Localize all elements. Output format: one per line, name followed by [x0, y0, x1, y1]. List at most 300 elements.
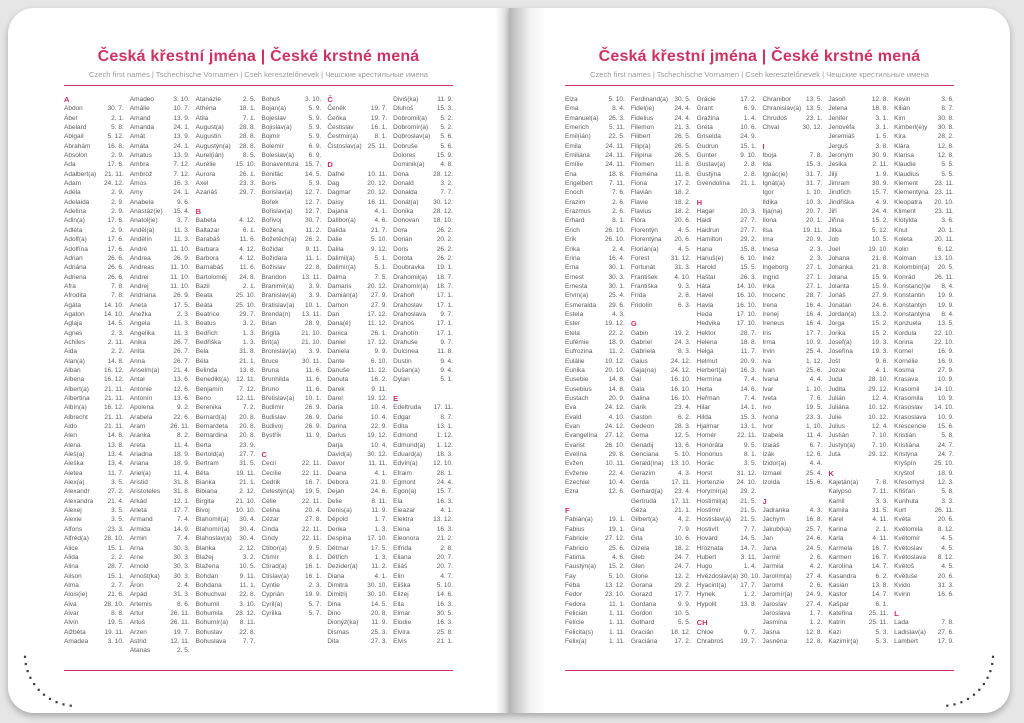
nameday-date: 20. 7. [806, 208, 823, 216]
name-text: Atanas [129, 647, 151, 655]
name-entry [196, 375, 256, 384]
nameday-date: 4. 1. [440, 507, 453, 515]
name-entry [261, 525, 321, 534]
name-entry [894, 525, 954, 534]
name-entry [762, 319, 822, 328]
name-entry [130, 95, 190, 104]
name-entry [327, 245, 387, 254]
nameday-date: 21. 8. [871, 264, 889, 272]
nameday-date: 5. 6. [440, 133, 453, 141]
name-text: Glen [630, 563, 645, 571]
nameday-date: 17. 7. [806, 329, 823, 337]
name-entry [762, 581, 822, 590]
name-text: Hroznata [696, 544, 724, 552]
nameday-date: 6. 9. [743, 105, 757, 113]
name-entry [762, 160, 822, 169]
name-text: Gerald(ína) [630, 460, 664, 468]
name-entry [894, 441, 954, 450]
nameday-date: 15. 10. [235, 161, 256, 169]
nameday-date: 29. 7. [239, 189, 256, 197]
name-entry [130, 581, 190, 590]
nameday-date: 1. 3. [374, 525, 388, 533]
name-column [565, 95, 625, 658]
name-entry [828, 618, 888, 627]
nameday-date: 9. 9. [374, 348, 388, 356]
name-text: Hana [696, 245, 713, 253]
name-text: Jadranka [762, 507, 790, 515]
name-entry [393, 581, 453, 590]
name-text: Edita [393, 423, 408, 431]
name-entry [762, 544, 822, 553]
nameday-date: 7. 11. [872, 488, 889, 496]
name-text: Alen [64, 432, 78, 440]
name-entry [261, 123, 321, 132]
name-text: Aleš(a) [64, 451, 85, 459]
name-text: Alexie [64, 516, 82, 524]
nameday-date: 21. 11. [104, 413, 124, 421]
nameday-date: 1. 10. [806, 189, 823, 197]
name-entry [631, 394, 691, 403]
nameday-date: 21. 11. [104, 395, 124, 402]
name-text: Dorota [393, 254, 413, 262]
name-text: Jiljí [828, 170, 838, 178]
nameday-date: 20. 8. [370, 609, 388, 617]
nameday-date: 27. 9. [370, 301, 388, 309]
nameday-date: 15. 8. [740, 245, 757, 253]
name-entry [327, 310, 387, 319]
nameday-date: 1. 7. [809, 609, 823, 617]
nameday-date: 24. 7. [674, 553, 691, 561]
nameday-date: 28. 2. [937, 133, 954, 141]
nameday-date: 15. 3. [806, 161, 823, 169]
name-entry [393, 319, 453, 328]
name-text: Géza [630, 507, 647, 515]
name-entry [64, 319, 124, 328]
name-entry [631, 142, 691, 151]
nameday-date: 26. 5. [674, 133, 691, 141]
nameday-date: 4. 12. [239, 217, 256, 225]
nameday-date: 14. 7. [740, 544, 757, 552]
nameday-date: 22. 11. [301, 525, 322, 533]
name-entry [196, 459, 256, 468]
name-text: František [630, 273, 658, 281]
name-text: Krasoslav [894, 404, 923, 412]
name-entry [828, 104, 888, 113]
name-entry [565, 245, 625, 254]
nameday-date: 10. 7. [173, 105, 190, 113]
name-text: Ernesta [565, 282, 588, 290]
name-text: Atanázie [195, 96, 221, 103]
nameday-date: 4. 12. [239, 254, 256, 262]
name-entry [697, 497, 757, 506]
nameday-date: 19. 1. [608, 516, 625, 524]
blank-row [697, 609, 757, 618]
name-entry [64, 160, 124, 169]
name-text: Daniel [327, 338, 346, 346]
name-text: Célie [261, 497, 277, 505]
nameday-date: 11. 7. [108, 469, 124, 477]
nameday-date: 16. 3. [436, 497, 453, 505]
nameday-date: 7. 9. [678, 525, 691, 533]
nameday-date: 8. 1. [743, 451, 757, 459]
name-text: Afra [64, 282, 76, 290]
name-text: Birgita [195, 497, 215, 505]
name-entry [828, 114, 888, 123]
nameday-date: 8. 11. [239, 619, 256, 627]
name-text: Dobromír(a) [393, 124, 429, 132]
name-text: Dušan(a) [393, 366, 420, 374]
name-text: Béla [195, 357, 209, 365]
nameday-date: 4. 9. [875, 198, 889, 206]
nameday-date: 16. 10. [736, 292, 757, 300]
name-text: Kalypso [828, 488, 852, 496]
nameday-date: 2. 12. [239, 544, 256, 552]
name-text: Egon(a) [393, 488, 417, 496]
name-text: Hypolit [696, 600, 717, 608]
name-entry [828, 301, 888, 310]
nameday-date: 12. 6. [608, 488, 625, 496]
nameday-date: 30. 5. [436, 609, 453, 617]
name-text: Honoráta [696, 441, 724, 449]
name-text: Květoš [894, 563, 915, 571]
name-text: Blanka [195, 544, 216, 552]
nameday-date: 25. 11. [367, 142, 388, 150]
name-entry [697, 394, 757, 403]
name-entry [196, 385, 256, 394]
name-entry [196, 497, 256, 506]
name-text: Alban [64, 366, 81, 374]
name-entry [196, 431, 256, 440]
name-text: Dluhoš [393, 105, 414, 113]
nameday-date: 2. 7. [111, 581, 124, 589]
nameday-date: 13. 6. [173, 395, 190, 402]
name-entry [565, 478, 625, 487]
name-entry [697, 245, 757, 254]
name-text: Gabriela [630, 348, 656, 356]
nameday-date: 27. 1. [806, 273, 823, 281]
name-entry [565, 628, 625, 637]
name-entry [631, 291, 691, 300]
name-text: Jasna [762, 628, 780, 636]
name-text: Izák [762, 451, 775, 459]
name-text: Josefína [828, 348, 853, 356]
name-text: Božetěch(a) [261, 236, 297, 244]
nameday-date: 19. 9. [937, 292, 954, 300]
name-text: Irvin [762, 348, 775, 356]
name-text: Bela [195, 348, 209, 356]
name-text: Fabricie [565, 535, 589, 543]
name-text: Brunhilda [261, 376, 289, 384]
nameday-date: 3. 10. [239, 600, 256, 608]
nameday-date: 9. 11. [305, 245, 322, 253]
name-entry [697, 441, 757, 450]
name-entry [894, 273, 954, 282]
name-column [64, 95, 124, 658]
nameday-date: 20. 5. [937, 264, 954, 272]
name-entry [327, 104, 387, 113]
nameday-date: 31. 8. [173, 479, 190, 487]
nameday-date: 12. 11. [170, 637, 190, 645]
name-text: Bronislav(a) [261, 348, 297, 356]
name-text: Dajana [327, 208, 348, 216]
name-entry [393, 170, 453, 179]
nameday-date: 24. 1. [173, 124, 190, 132]
name-text: Gracián [630, 628, 654, 636]
name-entry [393, 226, 453, 235]
nameday-date: 12. 8. [871, 96, 889, 103]
name-entry [631, 95, 691, 104]
name-entry [762, 179, 822, 188]
name-text: Gerazim [630, 469, 656, 477]
name-text: Engelbert [565, 180, 593, 188]
name-entry [631, 114, 691, 123]
nameday-date: 13. 1. [436, 423, 453, 431]
name-entry [64, 515, 124, 524]
nameday-date: 12. 1. [173, 497, 190, 505]
name-entry [261, 329, 321, 338]
name-entry [631, 403, 691, 412]
nameday-date: 5. 6. [440, 142, 453, 150]
name-text: Elizej [393, 591, 409, 599]
name-entry [393, 104, 453, 113]
nameday-date: 16. 10. [670, 385, 691, 393]
nameday-date: 26. 11. [934, 273, 954, 281]
name-text: Eunika [565, 366, 585, 374]
name-text: Haidi [696, 217, 712, 225]
nameday-date: 2. 6. [612, 208, 625, 216]
name-text: Květoslav [894, 544, 923, 552]
name-entry [196, 534, 256, 543]
name-entry [64, 207, 124, 216]
name-text: Bratislav(a) [261, 301, 295, 309]
nameday-date: 21. 1. [239, 357, 256, 365]
name-entry [828, 450, 888, 459]
nameday-date: 8. 7. [440, 413, 453, 421]
nameday-date: 12. 11. [236, 395, 256, 402]
name-entry [261, 338, 321, 347]
letter-header: Č [327, 95, 333, 104]
nameday-date: 31. 3. [173, 591, 190, 599]
nameday-date: 20. 9. [740, 357, 757, 365]
name-entry [631, 544, 691, 553]
nameday-date: 4. 3. [678, 469, 691, 477]
nameday-date: 25. 11. [868, 619, 889, 627]
name-entry [762, 609, 822, 618]
name-text: Krasomil [894, 385, 920, 393]
name-entry [631, 301, 691, 310]
name-entry [393, 497, 453, 506]
name-text: Dora [393, 226, 408, 234]
nameday-date: 3. 9. [308, 292, 322, 300]
nameday-date: 22. 11. [301, 535, 322, 543]
nameday-date: 6. 9. [308, 142, 322, 150]
name-entry [261, 581, 321, 590]
name-entry [196, 123, 256, 132]
nameday-date: 5. 12. [871, 226, 889, 234]
nameday-date: 12. 3. [937, 479, 954, 487]
name-entry [327, 347, 387, 356]
name-text: Jaroslav [762, 600, 787, 608]
name-entry [393, 254, 453, 263]
nameday-date: 14. 7. [871, 563, 889, 571]
nameday-date: 19. 5. [107, 619, 124, 627]
name-entry [565, 590, 625, 599]
name-entry [697, 291, 757, 300]
nameday-date: 1. 3. [242, 329, 256, 337]
nameday-date: 16. 9. [937, 357, 954, 365]
name-entry [828, 394, 888, 403]
name-text: Klaudie [894, 161, 916, 169]
name-entry [261, 497, 321, 506]
nameday-date: 6. 2. [678, 413, 691, 421]
name-text: Debora [327, 479, 349, 487]
nameday-date: 12. 7. [305, 208, 322, 216]
nameday-date: 14. 7. [871, 591, 889, 599]
name-text: Dismas [327, 628, 349, 636]
name-entry [261, 347, 321, 356]
nameday-date: 23. 4. [674, 488, 691, 496]
name-entry [327, 413, 387, 422]
name-entry [565, 235, 625, 244]
nameday-date: 11. 2. [609, 348, 625, 356]
name-text: Jozue [828, 366, 846, 374]
name-entry [828, 142, 888, 151]
name-entry [196, 329, 256, 338]
name-entry [894, 226, 954, 235]
name-text: Bazil [195, 282, 210, 290]
name-text: Jiřina [828, 217, 844, 225]
name-entry [828, 553, 888, 562]
name-entry [64, 188, 124, 197]
nameday-date: 20. 6. [674, 236, 691, 244]
name-entry [828, 235, 888, 244]
nameday-date: 18. 7. [436, 282, 453, 290]
name-entry [894, 544, 954, 553]
nameday-date: 21. 7. [370, 226, 388, 234]
nameday-date: 6. 10. [370, 357, 388, 365]
name-text: Dětřich [327, 553, 348, 561]
name-text: Ingrid [762, 273, 779, 281]
name-entry [828, 226, 888, 235]
nameday-date: 12. 8. [806, 628, 823, 636]
nameday-date: 3. 1. [875, 114, 889, 122]
name-entry [196, 301, 256, 310]
name-entry [130, 413, 190, 422]
name-entry [327, 366, 387, 375]
nameday-date: 18. 10. [433, 217, 453, 225]
name-text: Jerguš [828, 142, 848, 150]
name-text: Děpold [327, 516, 348, 524]
name-entry [261, 375, 321, 384]
nameday-date: 5. 9. [308, 180, 322, 188]
name-column [261, 95, 321, 658]
name-text: Jan [762, 535, 773, 543]
nameday-date: 21. 10. [301, 338, 322, 346]
name-column [196, 95, 256, 658]
name-text: Elvis [393, 637, 407, 645]
name-entry [64, 310, 124, 319]
nameday-date: 2. 5. [177, 647, 190, 655]
name-text: Branimír(a) [261, 282, 294, 290]
nameday-date: 14. 8. [107, 432, 124, 440]
name-entry [261, 553, 321, 562]
name-text: Afrodita [64, 292, 87, 300]
nameday-date: 17. 12. [367, 338, 388, 346]
nameday-date: 10. 9. [937, 413, 954, 421]
name-text: Augustýn(a) [195, 142, 231, 150]
nameday-date: 16. 11. [367, 198, 388, 206]
nameday-date: 24. 11. [605, 142, 625, 150]
nameday-date: 11. 10. [170, 282, 190, 290]
nameday-date: 19. 7. [173, 628, 190, 636]
nameday-date: 10. 5. [674, 609, 691, 617]
name-text: Apolena [129, 404, 154, 412]
name-text: Františka [630, 282, 658, 290]
name-entry [565, 273, 625, 282]
name-text: Dita [327, 637, 339, 645]
name-text: Hortenzie [696, 479, 725, 487]
name-text: Aurel(ián) [195, 152, 224, 160]
nameday-date: 16. 10. [670, 376, 691, 384]
name-entry [393, 469, 453, 478]
name-text: Aristoteles [129, 488, 161, 496]
name-text: Amadeo [129, 96, 155, 103]
nameday-date: 3. 6. [941, 96, 954, 103]
name-entry [327, 170, 387, 179]
nameday-date: 11. 6. [239, 236, 256, 244]
name-text: Dalie [327, 236, 343, 244]
name-text: Erna [565, 264, 579, 272]
name-text: Dafné [327, 170, 345, 178]
name-text: Fridolín [630, 301, 653, 309]
nameday-date: 14. 8. [608, 385, 625, 393]
nameday-date: 14. 5. [370, 600, 388, 608]
nameday-date: 9. 7. [440, 338, 453, 346]
nameday-date: 17. 12. [367, 310, 388, 318]
nameday-date: 15. 7. [436, 488, 453, 496]
nameday-date: 24. 1. [173, 142, 190, 150]
name-text: Bořislav(a) [261, 208, 293, 216]
name-text: Kastor [828, 591, 848, 599]
name-entry [894, 151, 954, 160]
nameday-date: 12. 5. [674, 432, 691, 440]
name-entry [762, 590, 822, 599]
name-text: Bojeslav [261, 114, 287, 122]
name-text: Jenovéfa [828, 124, 855, 132]
name-entry [327, 235, 387, 244]
name-entry [64, 431, 124, 440]
name-entry [196, 581, 256, 590]
name-text: Bertold(a) [195, 451, 225, 459]
name-entry [762, 104, 822, 113]
name-entry [261, 151, 321, 160]
name-entry [327, 375, 387, 384]
name-text: Ivan [762, 366, 775, 374]
nameday-date: 23. 11. [934, 180, 954, 188]
nameday-date: 19. 11. [104, 628, 124, 636]
name-entry [130, 375, 190, 384]
name-text: Emila [565, 142, 582, 150]
name-text: Katrin [828, 619, 846, 627]
name-entry [393, 151, 453, 160]
name-entry [130, 515, 190, 524]
nameday-date: 4. 1. [374, 572, 388, 580]
nameday-date: 15. 4. [173, 208, 190, 216]
nameday-date: 5. 12. [107, 133, 124, 141]
name-text: Emerich [565, 124, 589, 132]
nameday-date: 20. 4. [305, 507, 322, 515]
nameday-date: 3. 1. [875, 124, 889, 132]
